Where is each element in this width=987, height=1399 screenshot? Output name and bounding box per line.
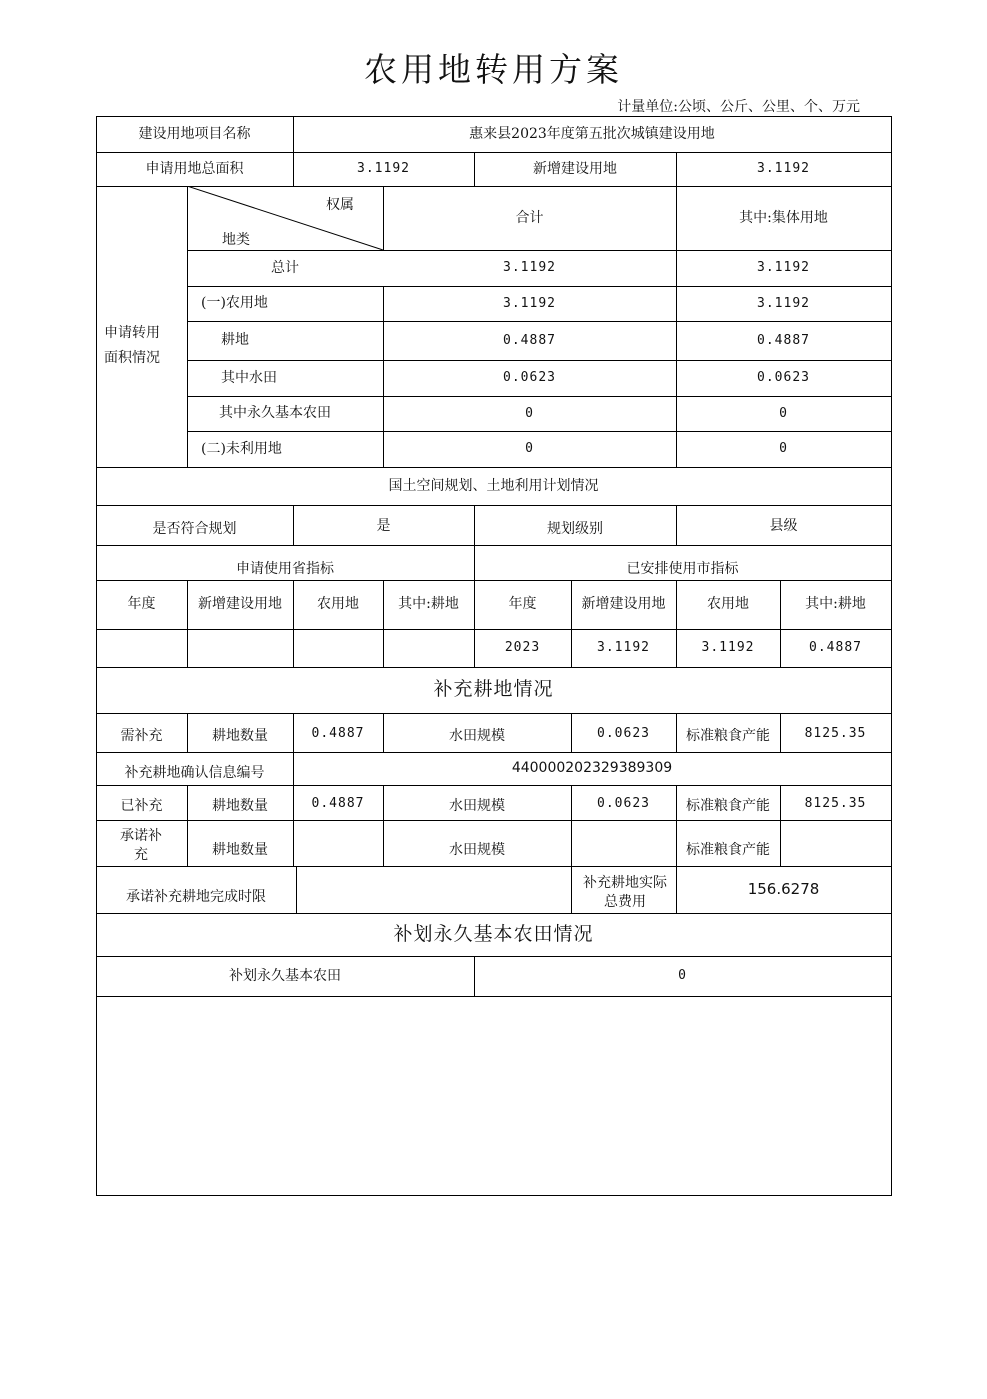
promise-grain-value [780, 820, 891, 866]
row-collective-value: 3.1192 [757, 260, 810, 276]
quota-col-new: 新增建设用地 [581, 596, 666, 613]
col-line [571, 866, 572, 913]
page-title: 农用地转用方案 [364, 50, 623, 89]
row-total-value: 0 [525, 405, 534, 421]
quota-value [187, 629, 293, 667]
row-collective-value: 3.1192 [757, 295, 810, 311]
row-collective-value: 0 [779, 441, 788, 457]
quota-value: 2023 [504, 640, 541, 656]
row-line [96, 713, 892, 714]
unit-note: 计量单位:公顷、公斤、公里、个、万元 [617, 99, 860, 115]
col-total-header: 合计 [515, 209, 544, 226]
province-quota-header: 申请使用省指标 [236, 561, 334, 578]
quota-col-agri: 农用地 [707, 596, 749, 613]
conversion-side-label: 申请转用面积情况 [104, 325, 160, 366]
diag-top-label: 权属 [326, 196, 354, 213]
conform-label: 是否符合规划 [152, 520, 237, 537]
promise-label: 承诺补充 [120, 828, 162, 863]
promise-paddy-value [571, 820, 676, 866]
quota-col-cultivated: 其中:耕地 [805, 596, 866, 613]
need-qty-label: 耕地数量 [212, 728, 268, 745]
quota-col-year: 年度 [127, 596, 156, 613]
new-construction-value: 3.1192 [757, 161, 810, 177]
deadline-value [296, 866, 571, 913]
row-label-cultivated: 耕地 [221, 332, 249, 349]
row-collective-value: 0.0623 [757, 370, 810, 386]
planning-header: 国土空间规划、土地利用计划情况 [388, 477, 599, 494]
promise-grain-label: 标准粮食产能 [686, 841, 770, 858]
conform-value: 是 [376, 518, 391, 534]
row-label-agri: (一)农用地 [201, 295, 268, 312]
quota-col-year: 年度 [508, 596, 537, 613]
farmland-value: 0 [678, 968, 687, 984]
cost-label: 补充耕地实际总费用 [583, 875, 667, 910]
row-label-paddy: 其中水田 [221, 369, 277, 386]
project-name-label: 建设用地项目名称 [138, 125, 251, 142]
cost-value: 156.6278 [747, 880, 820, 899]
confirm-value: 440000202329389309 [511, 760, 673, 777]
total-area-label: 申请用地总面积 [145, 160, 244, 177]
farmland-label: 补划永久基本农田 [229, 967, 341, 984]
confirm-label: 补充耕地确认信息编号 [124, 765, 265, 782]
new-construction-label: 新增建设用地 [533, 160, 617, 177]
done-label: 已补充 [120, 798, 163, 815]
level-label: 规划级别 [547, 520, 603, 537]
row-total-value: 0 [525, 441, 534, 457]
total-area-value: 3.1192 [357, 161, 410, 177]
col-collective-header: 其中:集体用地 [739, 209, 828, 226]
row-total-value: 3.1192 [503, 260, 556, 276]
quota-value: 3.1192 [701, 640, 755, 656]
project-name-value: 惠来县2023年度第五批次城镇建设用地 [469, 125, 715, 142]
row-total-value: 0.4887 [503, 332, 556, 348]
need-paddy-label: 水田规模 [449, 728, 505, 745]
row-collective-value: 0 [779, 405, 788, 421]
remarks-area [97, 997, 891, 1195]
need-paddy-value: 0.0623 [597, 726, 650, 741]
table-border-bottom [96, 1195, 892, 1196]
done-paddy-value: 0.0623 [597, 796, 650, 811]
done-qty-label: 耕地数量 [212, 798, 268, 815]
supplement-header: 补充耕地情况 [433, 678, 554, 701]
quota-value: 3.1192 [597, 640, 650, 656]
done-paddy-label: 水田规模 [449, 798, 505, 815]
row-collective-value: 0.4887 [757, 332, 810, 348]
row-total-value: 0.0623 [503, 370, 556, 386]
quota-value [293, 629, 383, 667]
row-label-total: 总计 [271, 259, 299, 276]
done-grain-label: 标准粮食产能 [686, 798, 770, 815]
promise-paddy-label: 水田规模 [449, 841, 505, 858]
quota-col-agri: 农用地 [317, 596, 359, 613]
need-qty-value: 0.4887 [311, 726, 365, 741]
level-value: 县级 [769, 518, 798, 534]
table-border-right [891, 116, 892, 1196]
row-line [96, 545, 892, 546]
need-grain-value: 8125.35 [804, 726, 867, 741]
need-grain-label: 标准粮食产能 [686, 728, 770, 745]
done-grain-value: 8125.35 [804, 796, 867, 811]
farmland-header: 补划永久基本农田情况 [393, 922, 594, 945]
deadline-label: 承诺补充耕地完成时限 [126, 888, 266, 905]
quota-col-new: 新增建设用地 [198, 596, 282, 613]
need-label: 需补充 [120, 728, 163, 745]
quota-col-cultivated: 其中:耕地 [398, 596, 459, 613]
quota-value [383, 629, 474, 667]
promise-qty-label: 耕地数量 [212, 841, 268, 858]
row-label-unused: (二)未利用地 [201, 440, 282, 457]
quota-value: 0.4887 [809, 640, 862, 656]
diag-bottom-label: 地类 [222, 231, 250, 248]
done-qty-value: 0.4887 [311, 796, 365, 811]
quota-value [96, 629, 187, 667]
city-quota-header: 已安排使用市指标 [626, 561, 739, 578]
row-total-value: 3.1192 [503, 295, 556, 311]
row-label-permanent: 其中永久基本农田 [219, 405, 331, 422]
promise-qty-value [293, 820, 383, 866]
